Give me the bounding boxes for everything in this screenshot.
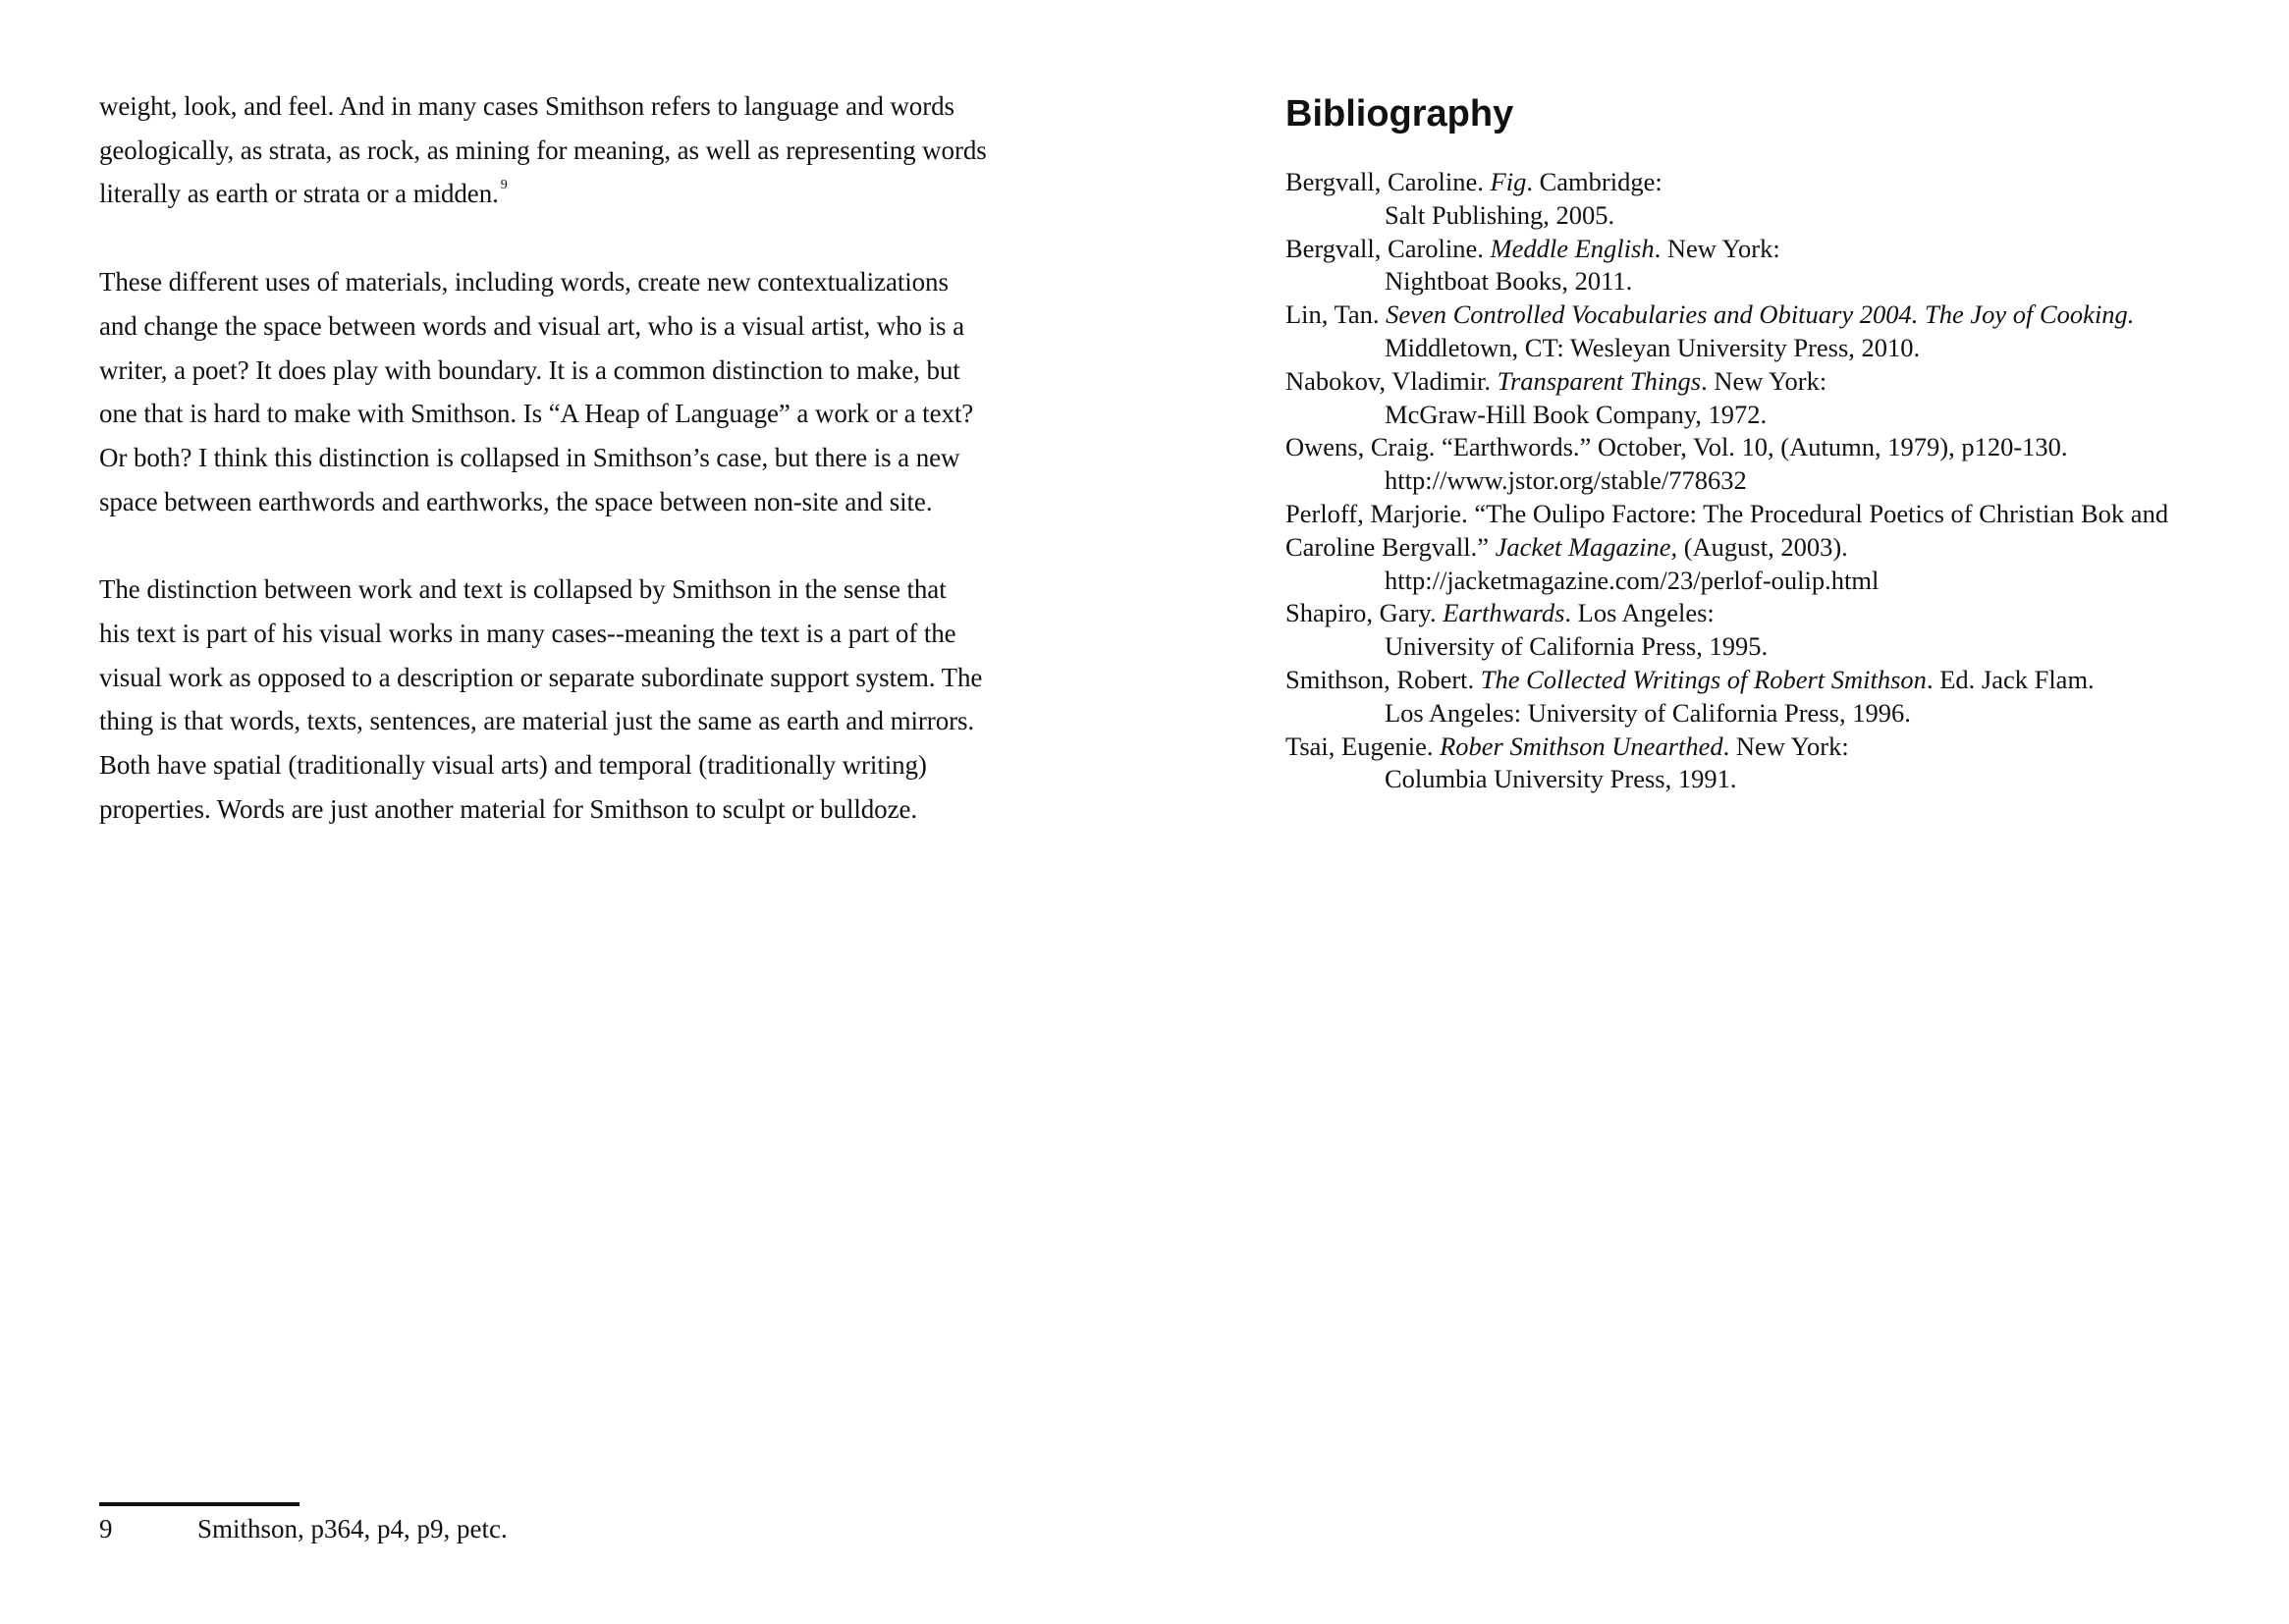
bibliography-entry — [1285, 664, 2267, 731]
bibliography-entry — [1285, 498, 2267, 597]
footnote — [99, 1510, 983, 1547]
entry-url[interactable]: http://jacketmagazine.com/23/perlof-oulip.html — [1385, 565, 1880, 595]
entry-title: Transparent Things — [1497, 365, 1702, 396]
entry-author: Nabokov, Vladimir. — [1285, 365, 1498, 396]
text-line-content: literally as earth or strata or a midden. — [99, 179, 499, 209]
entry-publisher: Middletown, CT: Wesleyan University Press, 2010. — [1385, 332, 1921, 362]
entry-author: Bergvall, Caroline. — [1285, 233, 1491, 263]
bibliography-entry — [1285, 166, 2267, 233]
entry-publisher: McGraw-Hill Book Company, 1972. — [1385, 399, 1768, 429]
entry-detail: . Cambridge: — [1526, 167, 1662, 196]
bibliography-entry — [1285, 298, 2267, 365]
entry-detail: (August, 2003). — [1677, 531, 1848, 562]
bibliography-heading: Bibliography — [1285, 93, 1514, 135]
entry-title: Rober Smithson Unearthed — [1440, 731, 1723, 761]
text-line: Both have spatial (traditionally visual arts) and temporal (traditionally writing) — [99, 750, 927, 781]
footnote-reference[interactable]: 9 — [500, 178, 508, 193]
text-line: one that is hard to make with Smithson. Is “A Heap of Language” a work or a text? — [99, 399, 974, 429]
entry-publisher: Salt Publishing, 2005. — [1385, 199, 1615, 230]
entry-publisher: Nightboat Books, 2011. — [1385, 266, 1633, 297]
entry-title: Earthwards — [1443, 598, 1565, 628]
entry-author: Lin, Tan. — [1285, 299, 1387, 330]
entry-title: Meddle English — [1490, 233, 1655, 263]
entry-author: Bergvall, Caroline. — [1285, 167, 1491, 196]
text-line — [99, 172, 1032, 216]
footnote-text: Smithson, p364, p4, p9, petc. — [197, 1514, 508, 1543]
bibliography-entry — [1285, 731, 2267, 797]
entry-title: Fig — [1490, 167, 1527, 196]
entry-detail: . Los Angeles: — [1564, 598, 1715, 628]
entry-citation: Owens, Craig. “Earthwords.” October, Vol. 10, (Autumn, 1979), p120-130. — [1285, 432, 2068, 462]
text-line: Or both? I think this distinction is collapsed in Smithson’s case, but there is a new — [99, 442, 960, 472]
text-line: geologically, as strata, as rock, as mining for meaning, as well as representing words — [99, 135, 987, 165]
footnote-number: 9 — [99, 1514, 113, 1543]
entry-title: Seven Controlled Vocabularies and Obituary 2004. The Joy of Cooking. — [1386, 299, 2135, 330]
footnote-divider — [99, 1502, 300, 1506]
entry-author: Shapiro, Gary. — [1285, 598, 1444, 628]
entry-citation: Perloff, Marjorie. “The Oulipo Factore: The Procedural Poetics of Christian Bok and — [1285, 498, 2169, 528]
entry-detail: . New York: — [1701, 365, 1827, 396]
entry-title: The Collected Writings of Robert Smithson — [1480, 664, 1927, 694]
text-line: thing is that words, texts, sentences, are material just the same as earth and mirrors. — [99, 706, 975, 736]
entry-author: Smithson, Robert. — [1285, 664, 1481, 694]
text-line: his text is part of his visual works in many cases--meaning the text is a part of the — [99, 619, 956, 649]
paragraph-1 — [99, 84, 1032, 216]
text-line: visual work as opposed to a description or separate subordinate support system. The — [99, 662, 983, 692]
bibliography-entry — [1285, 431, 2267, 498]
text-line: These different uses of materials, including words, create new contextualizations — [99, 267, 949, 298]
entry-url[interactable]: http://www.jstor.org/stable/778632 — [1385, 465, 1747, 496]
entry-detail: . New York: — [1722, 731, 1849, 761]
entry-publisher: University of California Press, 1995. — [1385, 631, 1769, 662]
right-page-body — [1285, 86, 2267, 796]
entry-detail: . New York: — [1654, 233, 1780, 263]
text-line: and change the space between words and visual art, who is a visual artist, who is a — [99, 310, 964, 341]
entry-detail: . Ed. Jack Flam. — [1926, 664, 2095, 694]
entry-author: Tsai, Eugenie. — [1285, 731, 1441, 761]
entry-publisher: Los Angeles: University of California Press, 1996. — [1385, 697, 1911, 728]
text-line: writer, a poet? It does play with boundary. It is a common distinction to make, but — [99, 354, 960, 385]
bibliography-entry — [1285, 365, 2267, 432]
bibliography-entry — [1285, 597, 2267, 664]
bibliography-entry — [1285, 233, 2267, 299]
paragraph-2 — [99, 260, 1032, 523]
text-line: weight, look, and feel. And in many cases Smithson refers to language and words — [99, 91, 954, 121]
entry-publisher: Columbia University Press, 1991. — [1385, 764, 1737, 794]
left-page-body — [99, 84, 1032, 876]
entry-title: Jacket Magazine, — [1495, 531, 1678, 562]
text-line: properties. Words are just another material for Smithson to sculpt or bulldoze. — [99, 793, 917, 824]
entry-citation-cont: Caroline Bergvall.” — [1285, 531, 1496, 562]
text-line: space between earthwords and earthworks, the space between non-site and site. — [99, 486, 933, 516]
text-line: The distinction between work and text is collapsed by Smithson in the sense that — [99, 574, 947, 605]
paragraph-3 — [99, 568, 1032, 831]
